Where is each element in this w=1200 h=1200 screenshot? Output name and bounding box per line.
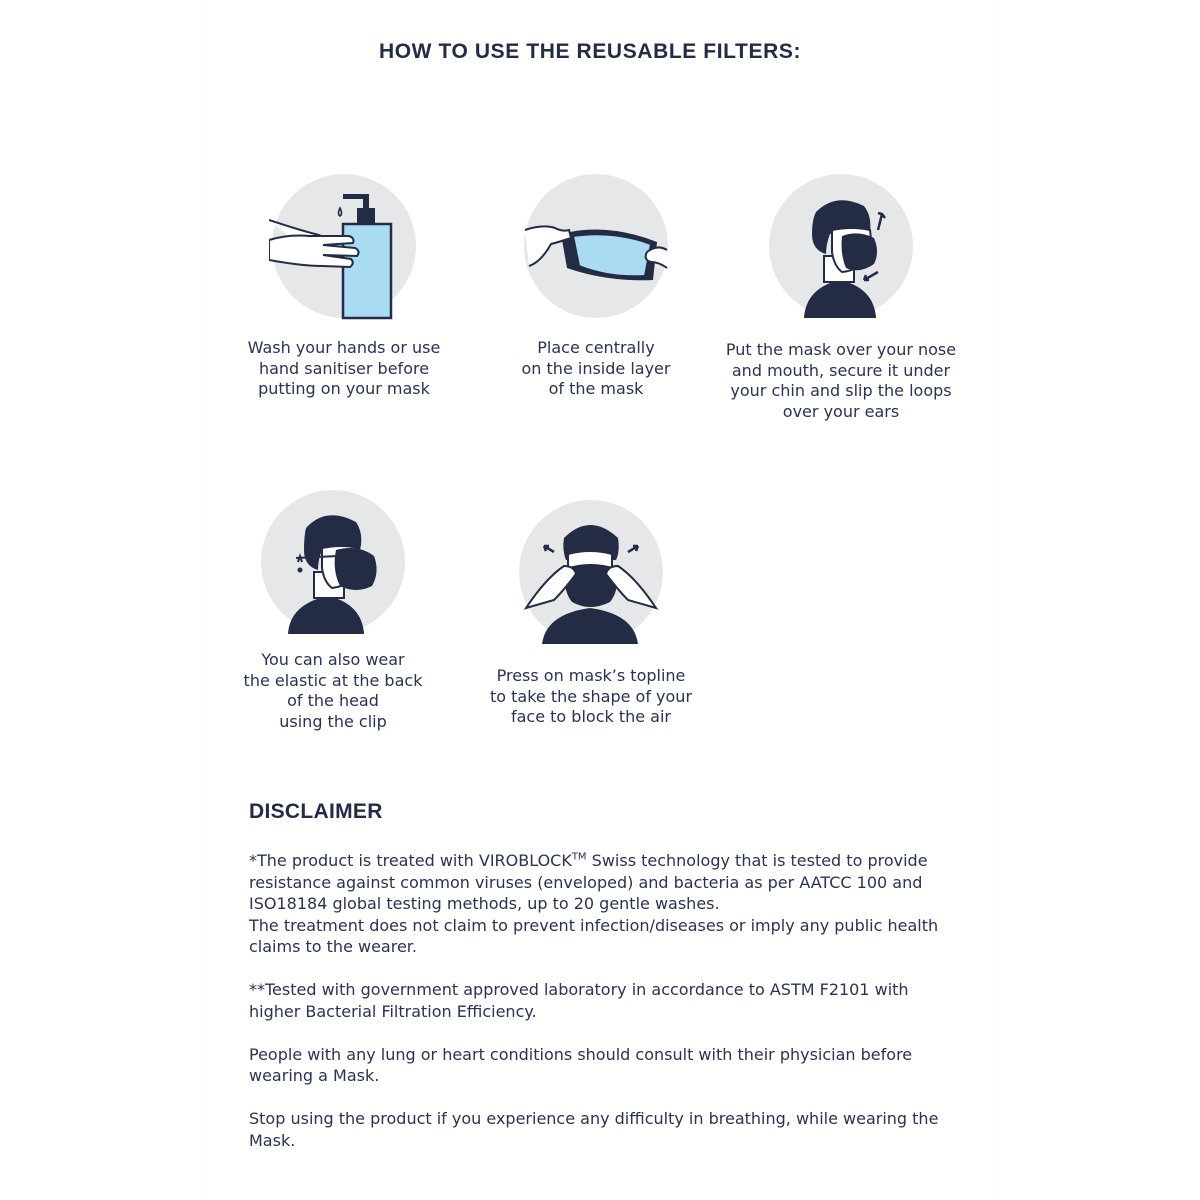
filter-insert-icon bbox=[521, 172, 671, 320]
disclaimer-paragraph-1: *The product is treated with VIROBLOCK™ Swiss technology that is tested to provide resistance against common viruses (enveloped) and bacteria as per AATCC 100 and ISO18184 global testing methods, up to 20 gentle washes. bbox=[249, 851, 928, 913]
disclaimer-paragraph-3: People with any lung or heart conditions should consult with their physician before wearing a Mask. bbox=[249, 1044, 913, 1085]
mask-wear-icon bbox=[766, 172, 916, 320]
step-5-caption: Press on mask’s topline to take the shape of your face to block the air bbox=[489, 666, 693, 726]
disclaimer-body bbox=[249, 850, 949, 1173]
hand-wash-icon bbox=[269, 172, 419, 320]
step-1 bbox=[214, 172, 474, 400]
trademark-mark: TM bbox=[571, 851, 587, 863]
step-4-caption: You can also wear the elastic at the back of the head using the clip bbox=[243, 650, 423, 731]
press-topline-icon bbox=[516, 498, 666, 646]
step-2-caption: Place centrally on the inside layer of the mask bbox=[521, 338, 671, 398]
step-3-caption: Put the mask over your nose and mouth, secure it under your chin and slip the loops over your ears bbox=[725, 340, 957, 421]
disclaimer-paragraph-2: **Tested with government approved laboratory in accordance to ASTM F2101 with higher Bacterial Filtration Efficiency. bbox=[249, 980, 909, 1021]
step-1-caption: Wash your hands or use hand sanitiser before putting on your mask bbox=[247, 338, 441, 398]
disclaimer-heading: DISCLAIMER bbox=[249, 800, 383, 823]
disclaimer-paragraph-4: Stop using the product if you experience any difficulty in breathing, while wearing the Mask. bbox=[249, 1109, 939, 1150]
step-4 bbox=[203, 488, 463, 732]
step-5 bbox=[461, 498, 721, 728]
page-title: HOW TO USE THE REUSABLE FILTERS: bbox=[378, 40, 802, 63]
disclaimer-paragraph-1-cont: The treatment does not claim to prevent infection/diseases or imply any public health claims to the wearer. bbox=[249, 915, 939, 956]
elastic-clip-icon bbox=[258, 488, 408, 636]
step-2 bbox=[466, 172, 726, 400]
step-3 bbox=[711, 172, 971, 422]
